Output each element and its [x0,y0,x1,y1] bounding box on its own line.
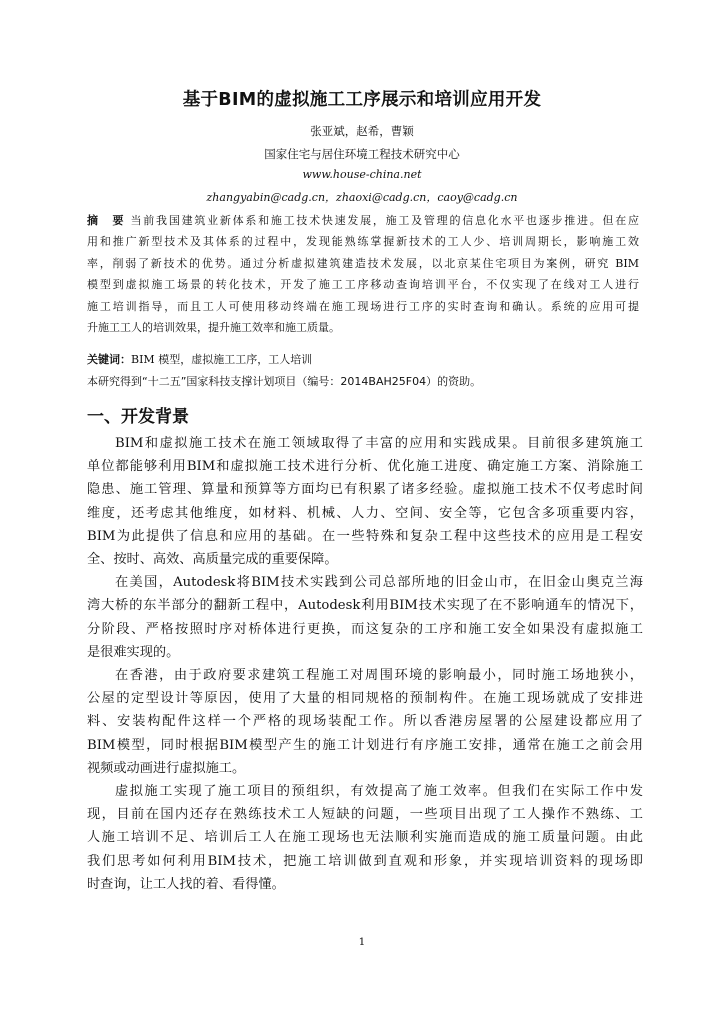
funding-code: 2014BAH25F04 [340,375,427,388]
body-line: 时查询，让工人找的着、看得懂。 [87,876,285,892]
body-line: 单位都能够利用BIM和虚拟施工技术进行分析、优化施工进度、确定施工方案、消除施工 [87,459,643,475]
funding-prefix: 本研究得到“十二五”国家科技支撑计划项目（编号： [87,375,341,388]
body-line: 视频或动画进行虚拟施工。 [87,760,246,776]
body-line: 现，目前在国内还存在熟练技术工人短缺的问题，一些项目出现了工人操作不熟练、工 [87,807,643,823]
abstract [87,210,639,338]
body-line: BIM为此提供了信息和应用的基础。在一些特殊和复杂工程中这些技术的应用是工程安 [87,528,643,544]
abstract-line: 模型到虚拟施工场景的转化技术，开发了施工工序移动查询培训平台，不仅实现了在线对工人进行 [87,278,639,292]
body-line: BIM模型，同时根据BIM模型产生的施工计划进行有序施工安排，通常在施工之前会用 [87,737,643,753]
affiliation: 国家住宅与居住环境工程技术研究中心 [264,147,460,161]
author-list: 张亚斌，赵希，曹颖 [310,124,414,138]
abstract-line: 用和推广新型技术及其体系的过程中，发现能熟练掌握新技术的工人少、培训周期长，影响施工效 [87,235,639,249]
body-line: 全、按时、高效、高质量完成的重要保障。 [87,552,338,568]
keywords-text: BIM 模型，虚拟施工工序，工人培训 [131,353,313,366]
section-heading: 一、开发背景 [87,407,189,427]
funding-suffix: ）的资助。 [426,375,482,388]
body-line: 湾大桥的东半部分的翻新工程中，Autodesk利用BIM技术实现了在不影响通车的情况下， [87,598,643,614]
author-emails[interactable]: zhangyabin@cadg.cn，zhaoxi@cadg.cn，caoy@cadg.cn [206,191,518,204]
funding-note [87,373,647,389]
body-line: 料、安装构配件这样一个严格的现场装配工作。所以香港房屋署的公屋建设都应用了 [87,714,643,730]
keywords-label: 关键词： [87,353,131,366]
keywords [87,351,639,367]
website-url[interactable]: www.house-china.net [302,168,422,181]
abstract-line: 摘 要 当前我国建筑业新体系和施工技术快速发展，施工及管理的信息化水平也逐步推进。但在应 [87,214,640,227]
body-text [87,432,643,896]
body-line: 人施工培训不足、培训后工人在施工现场也无法顺利实施而造成的施工质量问题。由此 [87,830,643,846]
body-line: 维度，还考虑其他维度，如材料、机械、人力、空间、安全等，它包含多项重要内容， [87,505,643,521]
abstract-line: 升施工工人的培训效果，提升施工效率和施工质量。 [87,321,340,335]
body-line: 公屋的定型设计等原因，使用了大量的相同规格的预制构件。在施工现场就成了安排进 [87,691,643,707]
abstract-line: 率，削弱了新技术的优势。通过分析虚拟建筑建造技术发展，以北京某住宅项目为案例，研究 BIM [87,256,639,270]
abstract-label: 摘 要 [87,214,126,227]
paper-title: 基于BIM的虚拟施工工序展示和培训应用开发 [182,90,542,110]
page-number: 1 [358,936,366,948]
body-line: 分阶段、严格按照时序对桥体进行更换，而这复杂的工序和施工安全如果没有虚拟施工 [87,621,643,637]
body-line: 隐患、施工管理、算量和预算等方面均已有积累了诸多经验。虚拟施工技术不仅考虑时间 [87,482,643,498]
body-line: BIM和虚拟施工技术在施工领域取得了丰富的应用和实践成果。目前很多建筑施工 [115,436,643,451]
body-line: 在美国，Autodesk将BIM技术实践到公司总部所地的旧金山市，在旧金山奥克兰海 [115,575,643,591]
body-line: 我们思考如何利用BIM技术，把施工培训做到直观和形象，并实现培训资料的现场即 [87,853,643,869]
body-line: 虚拟施工实现了施工项目的预组织，有效提高了施工效率。但我们在实际工作中发 [115,784,643,800]
body-line: 是很难实现的。 [87,644,180,660]
abstract-line: 施工培训指导，而且工人可使用移动终端在施工现场进行工序的实时查询和确认。系统的应用可提 [87,299,639,313]
body-line: 在香港，由于政府要求建筑工程施工对周围环境的影响最小，同时施工场地狭小， [115,668,643,684]
